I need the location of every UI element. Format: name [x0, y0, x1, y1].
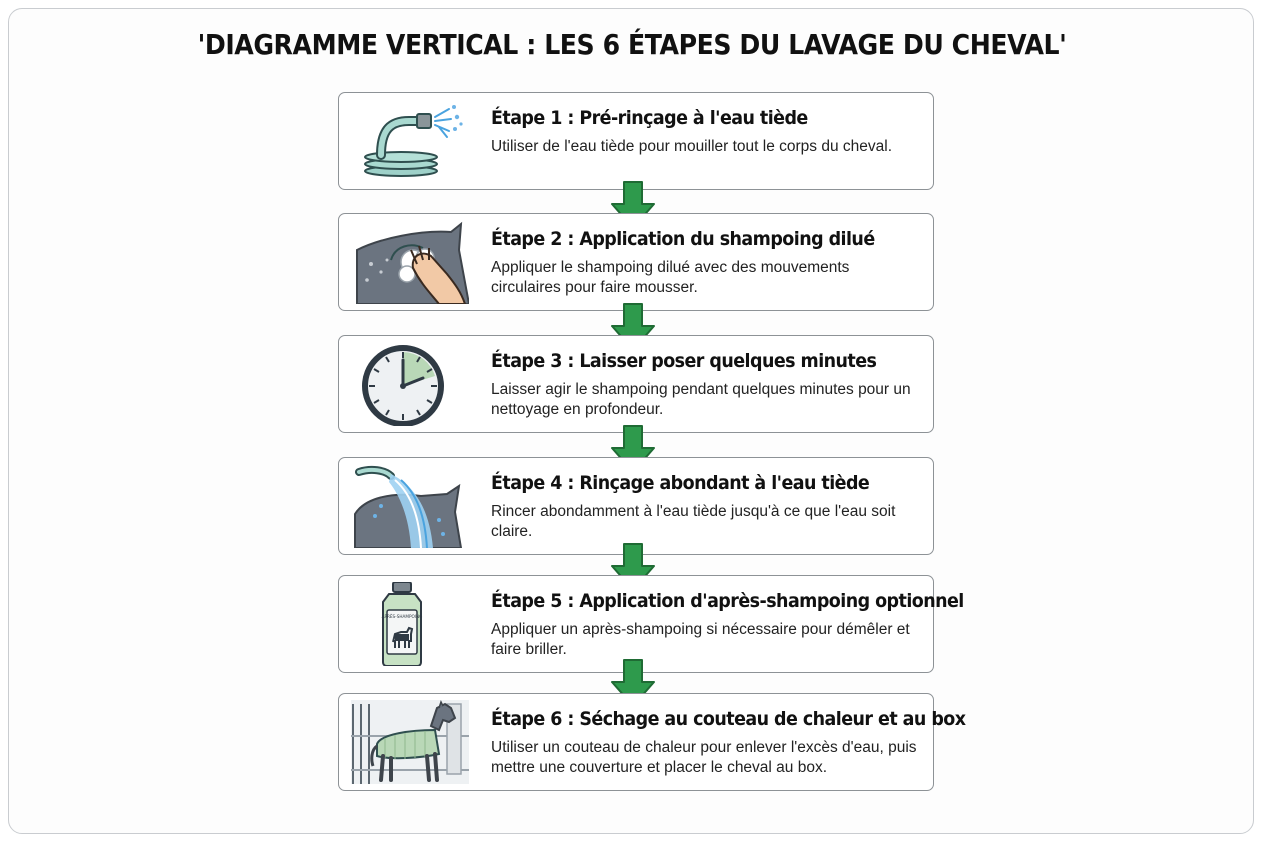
step-2-title: Étape 2 : Application du shampoing dilué: [491, 228, 875, 250]
step-3-card: [338, 335, 934, 433]
step-1-title: Étape 1 : Pré-rinçage à l'eau tiède: [491, 107, 808, 129]
step-5-description: Appliquer un après-shampoing si nécessaire pour démêler et faire briller.: [491, 621, 910, 658]
blanketed-horse-icon: [351, 700, 469, 784]
conditioner-bottle-icon: [351, 582, 469, 666]
hand-shampoo-icon: [351, 220, 469, 304]
hose-spray-icon: [351, 99, 469, 183]
step-6-description: Utiliser un couteau de chaleur pour enlever l'excès d'eau, puis mettre une couverture et placer le cheval au box.: [491, 739, 917, 776]
step-2-description: Appliquer le shampoing dilué avec des mouvements circulaires pour faire mousser.: [491, 259, 850, 296]
step-6-card: [338, 693, 966, 791]
diagram-title: 'DIAGRAMME VERTICAL : LES 6 ÉTAPES DU LAVAGE DU CHEVAL': [197, 28, 1067, 61]
step-3-description: Laisser agir le shampoing pendant quelques minutes pour un nettoyage en profondeur.: [491, 381, 911, 418]
step-4-description: Rincer abondamment à l'eau tiède jusqu'à ce que l'eau soit claire.: [491, 503, 896, 540]
step-1-description: Utiliser de l'eau tiède pour mouiller tout le corps du cheval.: [491, 138, 893, 155]
step-4-title: Étape 4 : Rinçage abondant à l'eau tiède: [491, 472, 870, 494]
step-3-title: Étape 3 : Laisser poser quelques minutes: [491, 350, 877, 372]
step-4-card: [338, 457, 934, 555]
clock-icon: [351, 342, 469, 426]
step-6-title: Étape 6 : Séchage au couteau de chaleur et au box: [491, 708, 966, 730]
step-2-card: [338, 213, 934, 311]
step-1-card: [338, 92, 934, 190]
bottle-label: APRÈS-SHAMPOING: [381, 614, 423, 619]
step-5-title: Étape 5 : Application d'après-shampoing optionnel: [491, 590, 964, 612]
rinse-water-icon: [351, 464, 469, 548]
